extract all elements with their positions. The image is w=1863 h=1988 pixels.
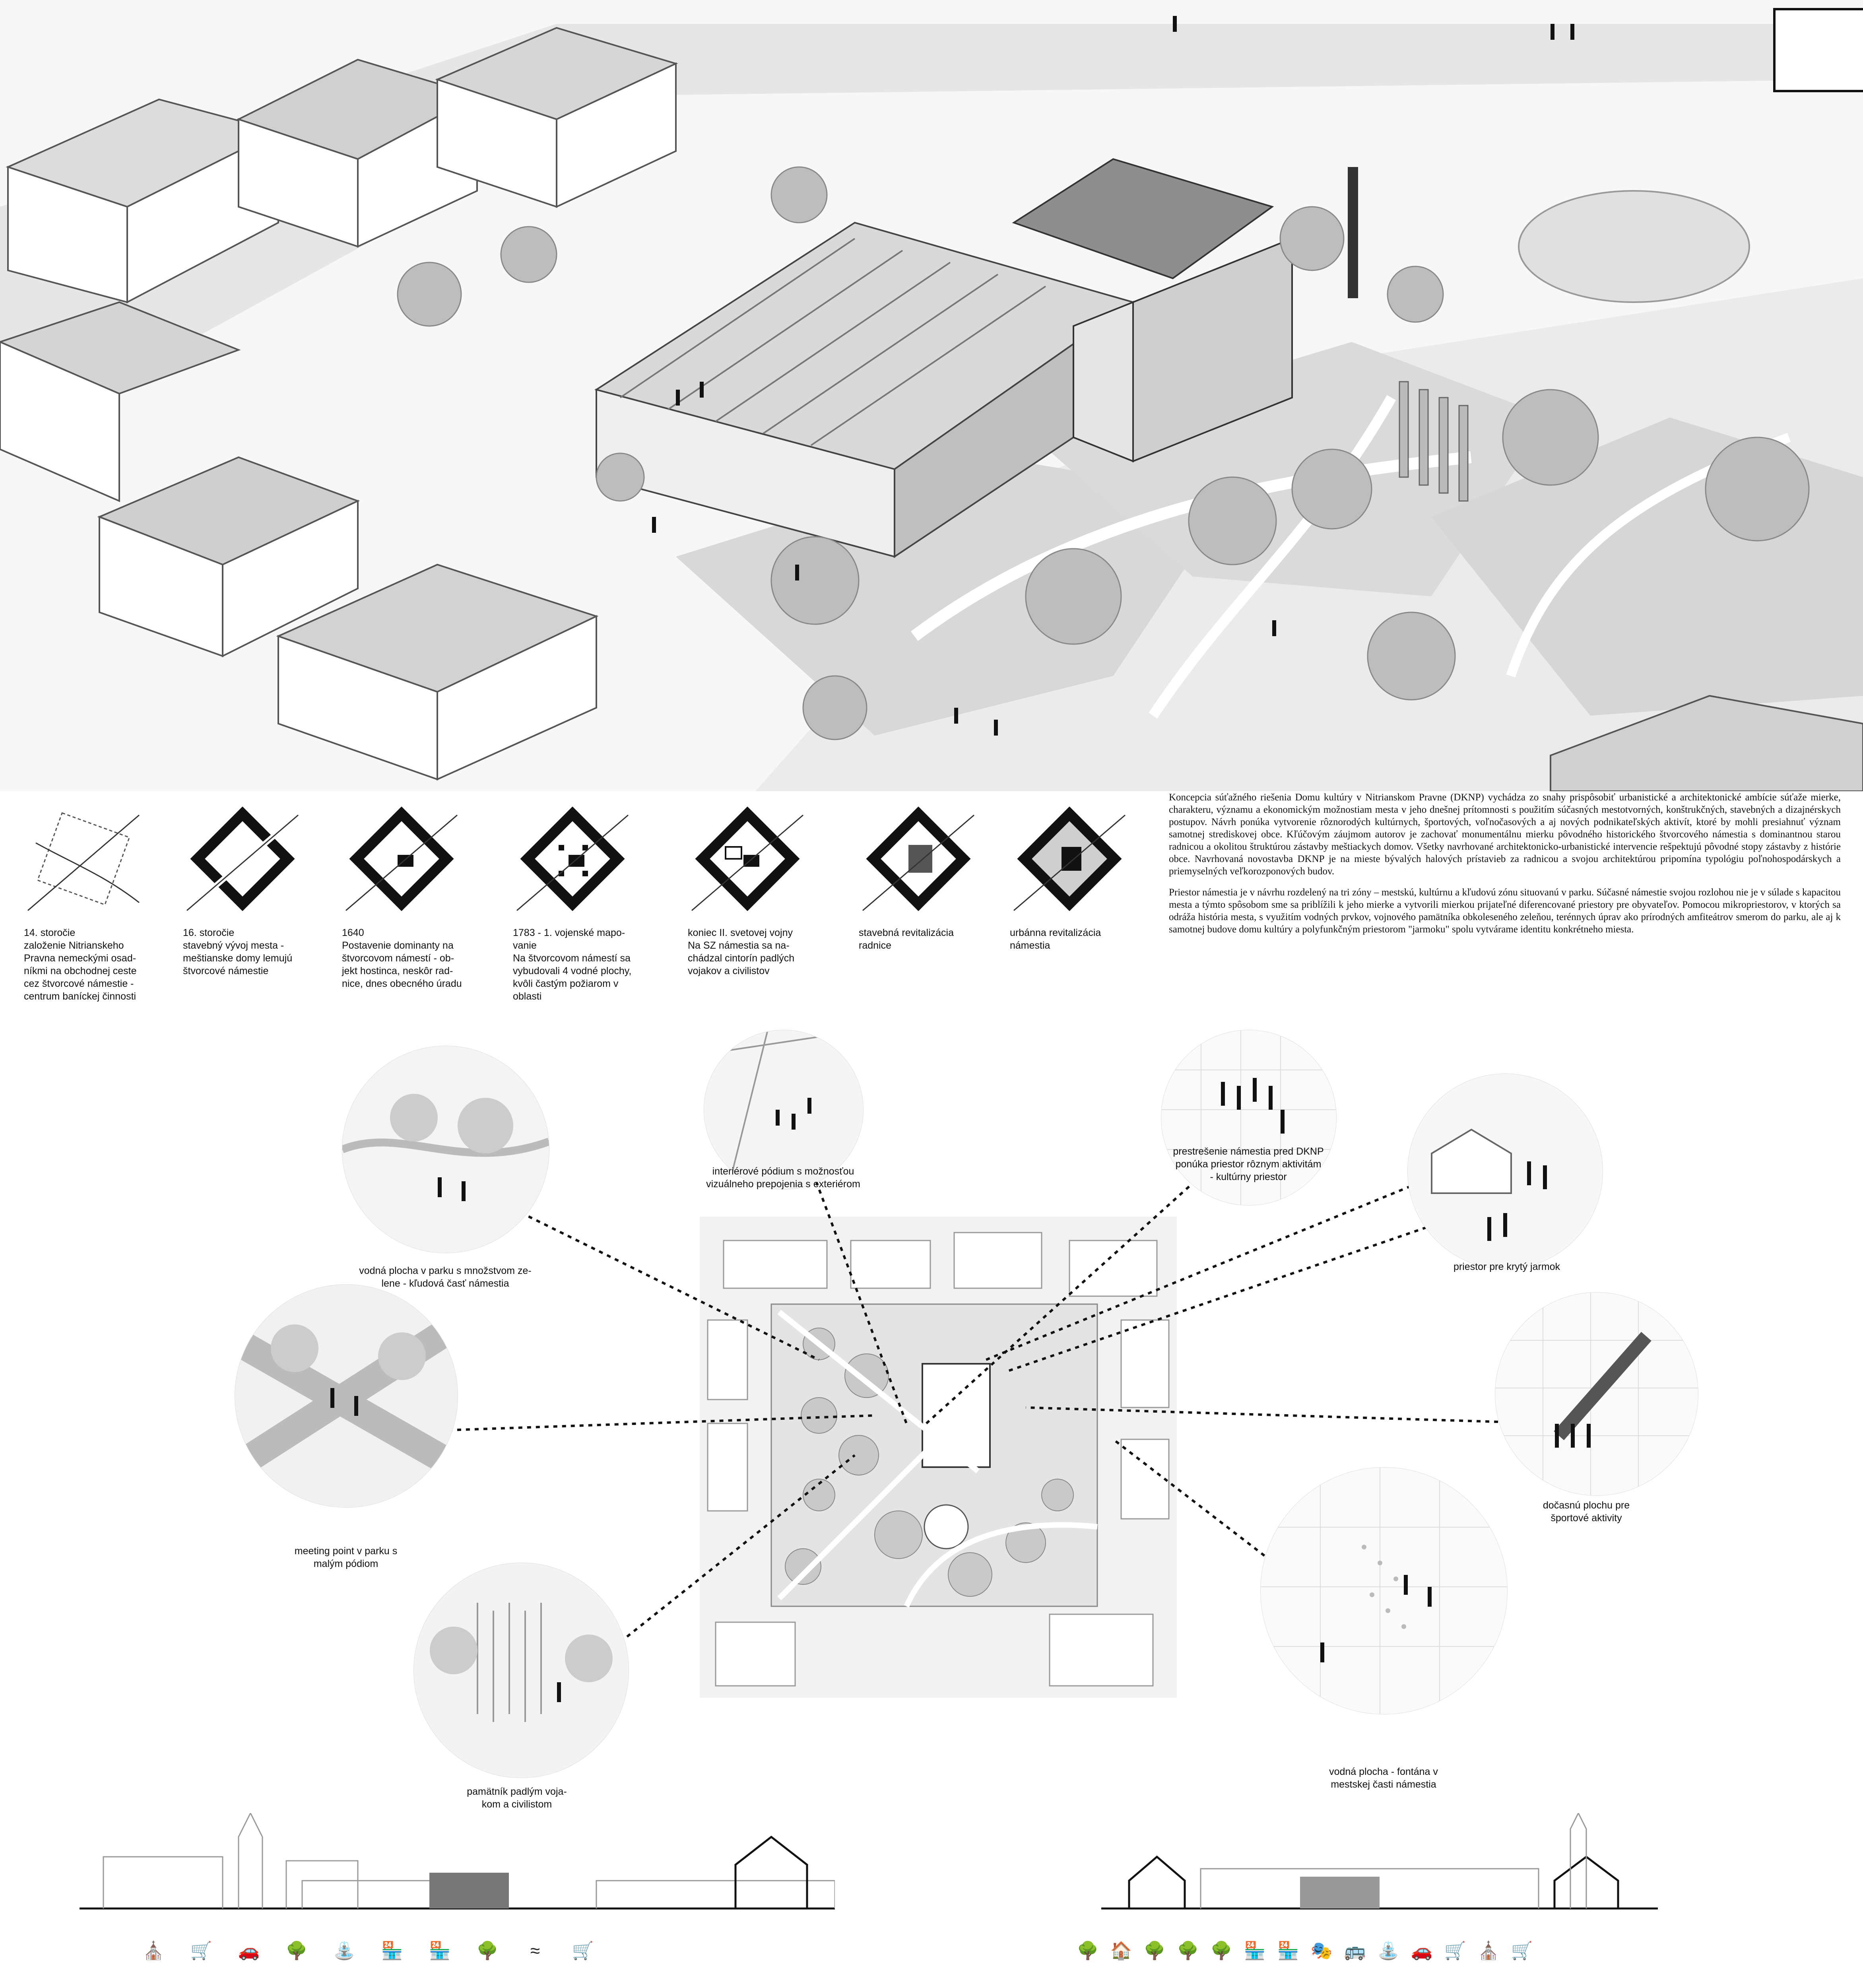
vignette-label: meeting point v parku s malým pódiom (294, 1545, 398, 1569)
stall-icon: 🏪 (1277, 1941, 1299, 1961)
legend-icons-left (139, 1940, 616, 1961)
concept-paragraph: Koncepcia súťažného riešenia Domu kultúry v Nitrianskom Pravne (DKNP) vychádza zo snahy prispôsobiť urbanistické a architektonické ambície súťaže mierke, charakteru, významu a ekonomickým možnostiam mesta v jeho dnešnej prítomnosti s použitím súčasných mestotvorných, konštrukčných, stavebných a dizajnérskych postupov. Návrh ponúka vytvorenie rôznorodých kultúrnych, športových, voľnočasových a aj nových podnikateľských aktivít, ktoré by mohli presiahnuť význam samotnej strediskovej obce. Kľúčovým záujmom autorov je zachovať monumentálnu mierku pôvodného historického štvorcového námestia s dominantnou starou radnicou a okolitou štruktúrou zástavby meštiackych domov. Všetky navrhované architektonicko-urbanistické intervencie rešpektujú pôvodné stopy zástavby z histórie obce. Navrhovaná novostavba DKNP je na mieste bývalých halových prístavieb za radnicou a svojou architektúrou pripomína typológiu poľnohospodárskych a priemyselných veľkorozponových budov. (1169, 792, 1841, 877)
fountain-icon: ⛲ (1377, 1941, 1399, 1961)
car-icon: 🚗 (238, 1941, 260, 1961)
vignette-label: priestor pre krytý jarmok (1453, 1261, 1560, 1272)
vignette-label: interiérové pódium s možnosťou vizuálneho prepojenia s exteriérom (706, 1166, 860, 1190)
church-icon: ⛪ (142, 1941, 165, 1961)
stall-icon: 🏪 (381, 1941, 403, 1961)
vignette-water-park (342, 1046, 549, 1253)
vignette-label: vodná plocha v parku s množstvom ze- lene - kľudová časť námestia (359, 1265, 532, 1289)
evolution-caption: 1783 - 1. vojenské mapo- vanie Na štvorcovom námestí sa vybudovali 4 vodné plochy, kvôli častým požiarom v oblasti (513, 927, 632, 1002)
street-section-right (1101, 1813, 1658, 1916)
street-section-left (80, 1813, 835, 1916)
evolution-caption: 14. storočie založenie Nitrianskeho Pravna nemeckými osad- níkmi na obchodnej ceste cez štvorcové námestie - centrum baníckej činnosti (24, 927, 137, 1002)
tree-icon: 🌳 (1143, 1941, 1166, 1961)
evolution-caption: stavebná revitalizácia radnice (859, 927, 954, 951)
vignette-label: vodná plocha - fontána v mestskej časti námestia (1329, 1766, 1438, 1790)
tree-icon: 🌳 (1077, 1941, 1099, 1961)
car-icon: 🚗 (1411, 1941, 1433, 1961)
vignette-label: prestrešenie námestia pred DKNP ponúka priestor rôznym aktivitám - kultúrny priestor (1173, 1146, 1324, 1182)
cart-icon: 🛒 (1444, 1941, 1466, 1961)
bus-icon: 🚌 (1344, 1941, 1366, 1961)
vignette-fair-space (1407, 1074, 1603, 1269)
vignette-sports (1495, 1292, 1698, 1496)
cart-icon: 🛒 (1511, 1941, 1533, 1961)
tree-icon: 🌳 (476, 1941, 499, 1961)
evolution-caption: koniec II. svetovej vojny Na SZ námestia sa na- chádzal cintorín padlých vojakov a civilistov (688, 927, 795, 977)
fountain-icon: ⛲ (333, 1941, 355, 1961)
legend-icons-right (1073, 1940, 1541, 1961)
stall-icon: 🏪 (429, 1941, 451, 1961)
stall-icon: 🏪 (1244, 1941, 1266, 1961)
cart-icon: 🛒 (190, 1941, 212, 1961)
vignette-label: dočasnú plochu pre športové aktivity (1543, 1500, 1630, 1524)
tree-icon: 🌳 (1177, 1941, 1199, 1961)
vignette-label: pamätník padlým voja- kom a civilistom (467, 1786, 567, 1810)
evolution-caption: urbánna revitalizácia námestia (1010, 927, 1101, 951)
vignette-fountain (1260, 1467, 1508, 1714)
concept-paragraph: Priestor námestia je v návrhu rozdelený na tri zóny – mestskú, kultúrnu a kľudovú zónu situovanú v parku. Súčasné námestie svojou rozlohou nie je v súlade s kapacitou mesta a týmto spôsobom sme sa priblížili k jeho mierke a vytvorili mierkou prijateľné diferencované priestory pre obyvateľov. Pomocou mikropriestorov, v ktorých sa odráža história mesta, s využitím vodných prvkov, vojnového pamätníka obkoleseného zeleňou, terénnych úprav ako prírodných amfiteátrov smerom do parku, ale aj k samotnej budove domu kultúry a polyfunkčným priestorom "jarmoku" spolu vytvárame identitu konkrétneho miesta. (1169, 887, 1841, 935)
mask-icon: 🎭 (1310, 1941, 1333, 1961)
church-icon: ⛪ (1477, 1941, 1500, 1961)
water-icon: ≈ (530, 1941, 540, 1961)
vignette-memorial (413, 1563, 629, 1778)
house-icon: 🏠 (1110, 1941, 1132, 1961)
evolution-caption: 1640 Postavenie dominanty na štvorcovom námestí - ob- jekt hostinca, neskôr rad- nice, dnes obecného úradu (342, 927, 462, 989)
vignette-meeting-point (235, 1284, 458, 1508)
tree-icon: 🌳 (285, 1941, 308, 1961)
evolution-caption: 16. storočie stavebný vývoj mesta - meštianske domy lemujú štvorcové námestie (183, 927, 293, 977)
cart-icon: 🛒 (572, 1941, 594, 1961)
tree-icon: 🌳 (1210, 1941, 1232, 1961)
